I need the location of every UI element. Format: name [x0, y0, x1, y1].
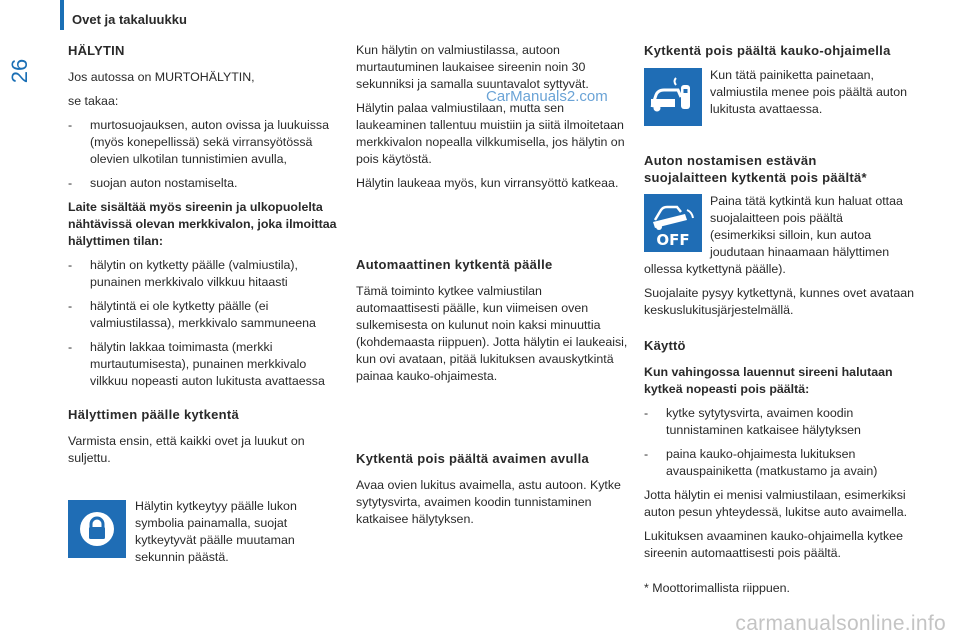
protection-list	[68, 117, 340, 192]
trigger-para: Kun hälytin on valmiustilassa, autoon murtautuminen laukaisee sireenin noin 30 sekunniksi ja samalla suuntavalot syttyvät.	[356, 43, 589, 91]
heading-usage: Käyttö	[644, 338, 686, 353]
power-cut-para: Hälytin laukeaa myös, kun virransyöttö katkeaa.	[356, 176, 619, 190]
page-number: 26	[7, 58, 32, 84]
heading-alarm: HÄLYTIN	[68, 43, 125, 58]
auto-section	[356, 256, 628, 392]
lift-heading-block	[644, 152, 916, 196]
key-section	[356, 450, 628, 535]
remote-heading-block	[644, 42, 916, 69]
lift-continued: ollessa kytkettynä päälle).	[644, 262, 786, 276]
watermark-top: CarManuals2.com	[486, 88, 608, 105]
intro-line-2: se takaa:	[68, 94, 119, 108]
arming-para: Varmista ensin, että kaikki ovet ja luukut on suljettu.	[68, 434, 305, 465]
remote-description: Kun tätä painiketta painetaan, valmiustila menee pois päältä auton lukitusta avattaessa.	[710, 68, 907, 116]
heading-key-disarm: Kytkentä pois päältä avaimen avulla	[356, 451, 590, 466]
lock-icon	[77, 509, 117, 549]
indicator-list	[68, 257, 340, 390]
usage-list	[644, 405, 916, 480]
usage-intro: Kun vahingossa lauennut sireeni halutaan kytkeä nopeasti pois päältä:	[644, 365, 893, 396]
lift-description: Paina tätä kytkintä kun haluat ottaa suojalaitteen pois päältä (esimerkiksi silloin, kun autoa joudutaan hinaamaan hälyttimen	[710, 194, 903, 259]
usage-para-2: Lukituksen avaaminen kauko-ohjaimella kytkee sireenin automaattisesti pois päältä.	[644, 529, 903, 560]
auto-arming-para: Tämä toiminto kytkee valmiustilan automaattisesti päälle, kun viimeisen oven sulkemisesta on kulunut noin kaksi minuuttia (kohdemaasta riippuen). Jotta hälytin ei laukeaisi, kun ovi avataan, pitää lukituksen avauskytkintä painaa kauko-ohjaimesta.	[356, 284, 628, 383]
watermark-bottom: carmanualsonline.info	[735, 612, 946, 635]
list-item: - paina kauko-ohjaimesta lukituksen avauspainiketta (matkustamo ja avain)	[644, 446, 916, 480]
column-left	[68, 42, 340, 474]
list-item: - hälytin on kytketty päälle (valmiustila), punainen merkkivalo vilkkuu hitaasti	[68, 257, 340, 291]
usage-para-1: Jotta hälytin ei menisi valmiustilaan, esimerkiksi auton pesun yhteydessä, lukitse auto avaimella.	[644, 488, 908, 519]
footnote: * Moottorimallista riippuen.	[644, 581, 790, 595]
heading-lift-disarm-1: Auton nostamisen estävän	[644, 153, 817, 168]
tow-off-icon	[647, 198, 699, 248]
list-item: - hälytintä ei ole kytketty päälle (ei valmiustilassa), merkkivalo sammuneena	[68, 298, 340, 332]
memory-para: Hälytin palaa valmiustilaan, mutta sen laukeaminen tallentuu muistiin ja siitä ilmoitetaan merkkivalon nopealla vilkkumisella, jos hälytin on pois käytöstä.	[356, 101, 625, 166]
column-middle	[356, 42, 628, 199]
intro-line-1: Jos autossa on MURTOHÄLYTIN,	[68, 70, 255, 84]
heading-lift-disarm-2: suojalaitteen kytkentä pois päältä*	[644, 170, 867, 185]
indicator-intro: Laite sisältää myös sireenin ja ulkopuolelta nähtävissä olevan merkkivalon, joka ilmoittaa hälyttimen tilan:	[68, 200, 337, 248]
list-item: - hälytin lakkaa toimimasta (merkki murtautumisesta), punainen merkkivalo vilkkuu nopeasti auton lukitusta avattaessa	[68, 339, 340, 390]
lift-para: Suojalaite pysyy kytkettynä, kunnes ovet avataan keskuslukitusjärjestelmällä.	[644, 286, 914, 317]
car-remote-icon	[648, 77, 698, 117]
list-item: - suojan auton nostamiselta.	[68, 175, 340, 192]
key-disarm-para: Avaa ovien lukitus avaimella, astu autoon. Kytke sytytysvirta, avaimen koodin tunnistaminen katkaisee hälytyksen.	[356, 478, 621, 526]
section-accent-bar	[60, 0, 64, 30]
tow-off-button[interactable]	[644, 194, 702, 252]
list-item: - murtosuojauksen, auton ovissa ja luukuissa (myös konepellissä) sekä virransyötössä olevien ulkotilan tunnistimien avulla,	[68, 117, 340, 168]
heading-auto-arming: Automaattinen kytkentä päälle	[356, 257, 553, 272]
heading-arming: Hälyttimen päälle kytkentä	[68, 407, 240, 422]
heading-remote-disarm: Kytkentä pois päältä kauko-ohjaimella	[644, 43, 891, 58]
section-title: Ovet ja takaluukku	[72, 12, 187, 27]
off-label: OFF	[656, 231, 690, 248]
lock-button[interactable]	[68, 500, 126, 558]
lift-continued-block	[644, 261, 916, 604]
remote-button[interactable]	[644, 68, 702, 126]
lock-description: Hälytin kytkeytyy päälle lukon symbolia painamalla, suojat kytkeytyvät päälle muutaman sekunnin päästä.	[135, 499, 297, 564]
list-item: - kytke sytytysvirta, avaimen koodin tunnistaminen katkaisee hälytyksen	[644, 405, 916, 439]
